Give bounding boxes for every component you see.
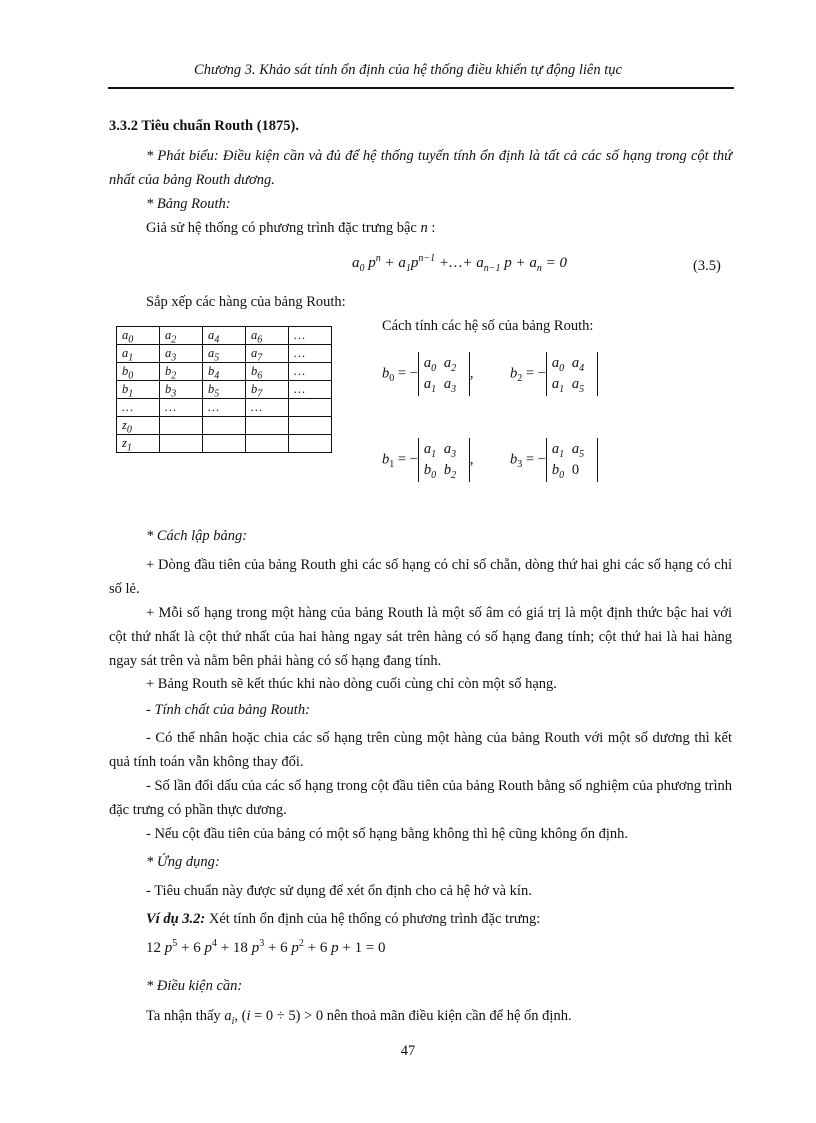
equation-number: (3.5): [693, 258, 721, 274]
necessary-heading: * Điều kiện cần:: [146, 978, 243, 994]
routh-cell: $b_5$: [203, 381, 246, 399]
routh-cell: …: [289, 345, 332, 363]
build-rule-3: + Bảng Routh sẽ kết thúc khi nào dòng cuối cùng chỉ còn một số hạng.: [146, 676, 557, 692]
example-line: [109, 907, 732, 931]
statement-text: : Điều kiện cần và đủ để hệ thống tuyến tính ổn định là tất cả các số hạng trong cột thứ nhất của bảng Routh dương.: [109, 148, 732, 188]
routh-heading-text: * Bảng Routh: [146, 196, 226, 212]
props-heading: - Tính chất của bảng Routh:: [146, 702, 310, 718]
necessary-suffix: nên thoả mãn điều kiện cần để hệ ổn định.: [326, 1008, 572, 1024]
header-rule: [108, 87, 734, 89]
routh-cell-value: a: [122, 328, 129, 342]
routh-cell: $a_1$: [117, 345, 160, 363]
statement-label: * Phát biểu: [146, 148, 214, 164]
routh-cell: $z_1$: [117, 435, 160, 453]
coef-title: Cách tính các hệ số của bảng Routh:: [382, 318, 594, 334]
routh-cell-value: b: [208, 382, 215, 396]
routh-cell: [246, 417, 289, 435]
arrange-line: Sắp xếp các hàng của bảng Routh:: [146, 294, 346, 310]
routh-heading: * Bảng Routh:: [146, 196, 231, 212]
routh-cell: …: [246, 399, 289, 417]
routh-cell: …: [160, 399, 203, 417]
routh-cell: $a_7$: [246, 345, 289, 363]
routh-cell-value: a: [251, 346, 258, 360]
routh-cell: $a_4$: [203, 327, 246, 345]
routh-cell: …: [289, 327, 332, 345]
build-rule-2: + Mỗi số hạng trong một hàng của bảng Routh là một số âm có giá trị là một định thức bậc hai với cột thứ nhất là cột thứ nhất của hai hàng ngay sát trên hàng có số hạng đang tính; cột thứ hai là hai hàng ngay sát trên và nằm bên phải hàng có số hạng đang tính.: [109, 605, 732, 669]
routh-cell: [246, 435, 289, 453]
routh-cell: …: [117, 399, 160, 417]
necessary-text: Ta nhận thấy $a_i$, (i = 0 ÷ 5) > 0 nên thoả mãn điều kiện cần để hệ ổn định.: [146, 1008, 572, 1027]
routh-cell: $b_4$: [203, 363, 246, 381]
routh-cell: $a_2$: [160, 327, 203, 345]
routh-cell: $a_5$: [203, 345, 246, 363]
routh-cell: [289, 417, 332, 435]
det-b3: $b_3 = -a_1$ $a_5$ $b_0$ 0: [510, 438, 598, 482]
routh-cell-value: b: [122, 364, 129, 378]
build-heading: * Cách lập bảng:: [146, 528, 248, 544]
routh-cell: $a_3$: [160, 345, 203, 363]
prop-1: - Có thể nhân hoặc chia các số hạng trên cùng một hàng của bảng Routh với một số dương thì kết quả tính toán vẫn không thay đổi.: [109, 730, 732, 770]
routh-cell-value: a: [208, 328, 215, 342]
routh-row: [117, 363, 332, 381]
running-header: Chương 3. Khảo sát tính ổn định của hệ thống điều khiển tự động liên tục: [194, 62, 622, 78]
routh-cell-value: a: [251, 328, 258, 342]
statement-paragraph: [109, 144, 732, 192]
example-equation: 12 $p^5 + 6$ $p^4 + 18$ $p^3 + 6$ $p^2 + 6$ p + 1 = 0: [146, 938, 386, 956]
example-text: Xét tính ổn định của hệ thống có phương trình đặc trưng:: [205, 911, 541, 927]
routh-cell: $a_6$: [246, 327, 289, 345]
routh-row: [117, 345, 332, 363]
routh-cell: $b_6$: [246, 363, 289, 381]
routh-cell: $b_2$: [160, 363, 203, 381]
det-b0: $b_0 = -a_0$ $a_2$ $a_1$ $a_3$,: [382, 352, 473, 396]
routh-cell: $a_0$: [117, 327, 160, 345]
example-label: Ví dụ 3.2:: [146, 911, 206, 927]
routh-cell-value: z: [122, 436, 127, 450]
routh-cell-value: a: [165, 328, 172, 342]
routh-row: [117, 399, 332, 417]
routh-cell-value: b: [122, 382, 129, 396]
routh-cell: $z_0$: [117, 417, 160, 435]
routh-cell-value: b: [208, 364, 215, 378]
page-number: 47: [400, 1043, 416, 1059]
routh-cell: [160, 435, 203, 453]
routh-row: [117, 417, 332, 435]
det-b2: $b_2 = -a_0$ $a_4$ $a_1$ $a_5$: [510, 352, 598, 396]
routh-cell: [289, 399, 332, 417]
apply-heading: * Ứng dụng:: [146, 854, 220, 870]
routh-cell: [289, 435, 332, 453]
routh-table: [116, 326, 332, 453]
routh-cell-value: b: [251, 364, 258, 378]
routh-cell: …: [203, 399, 246, 417]
assume-var: n: [420, 220, 428, 236]
necessary-prefix: Ta nhận thấy: [146, 1008, 225, 1024]
routh-cell: $b_1$: [117, 381, 160, 399]
routh-cell: …: [289, 381, 332, 399]
routh-cell-value: a: [165, 346, 172, 360]
routh-cell: $b_3$: [160, 381, 203, 399]
assume-text: Giả sử hệ thống có phương trình đặc trưng bậc: [146, 220, 421, 236]
characteristic-equation: $a_0$ $p^n + a_1p^{n-1}$ +…+ $a_{n-1}$ $p + a_n = 0$: [352, 253, 567, 274]
routh-cell: [160, 417, 203, 435]
necessary-label: * Điều kiện cần: [146, 978, 238, 994]
routh-row: [117, 381, 332, 399]
prop-2: - Số lần đổi dấu của các số hạng trong cột đầu tiên của bảng Routh bằng số nghiệm của phương trình đặc trưng có phần thực dương.: [109, 778, 732, 818]
routh-cell: $b_0$: [117, 363, 160, 381]
routh-row: [117, 435, 332, 453]
apply-label: * Ứng dụng: [146, 854, 215, 870]
routh-cell-value: a: [122, 346, 129, 360]
section-title: 3.3.2 Tiêu chuẩn Routh (1875).: [109, 118, 300, 134]
apply-text: - Tiêu chuẩn này được sử dụng để xét ổn định cho cả hệ hở và kín.: [146, 883, 532, 899]
routh-cell: [203, 435, 246, 453]
routh-cell-value: z: [122, 418, 127, 432]
prop-3: - Nếu cột đầu tiên của bảng có một số hạng bằng không thì hệ cũng không ổn định.: [146, 826, 629, 842]
routh-cell-value: b: [165, 364, 172, 378]
build-rule-1: + Dòng đầu tiên của bảng Routh ghi các số hạng có chỉ số chẵn, dòng thứ hai ghi các số hạng có chỉ số lẻ.: [109, 557, 732, 597]
routh-cell: [203, 417, 246, 435]
assume-line: Giả sử hệ thống có phương trình đặc trưng bậc n :: [146, 220, 436, 236]
routh-table-wrap: [116, 326, 332, 453]
routh-cell-value: b: [165, 382, 172, 396]
routh-cell-value: a: [208, 346, 215, 360]
routh-cell-value: b: [251, 382, 258, 396]
build-label: * Cách lập bảng: [146, 528, 243, 544]
routh-row: [117, 327, 332, 345]
routh-cell: …: [289, 363, 332, 381]
det-b1: $b_1 = -a_1$ $a_3$ $b_0$ $b_2$,: [382, 438, 473, 482]
routh-cell: $b_7$: [246, 381, 289, 399]
props-label: - Tính chất của bảng Routh: [146, 702, 306, 718]
